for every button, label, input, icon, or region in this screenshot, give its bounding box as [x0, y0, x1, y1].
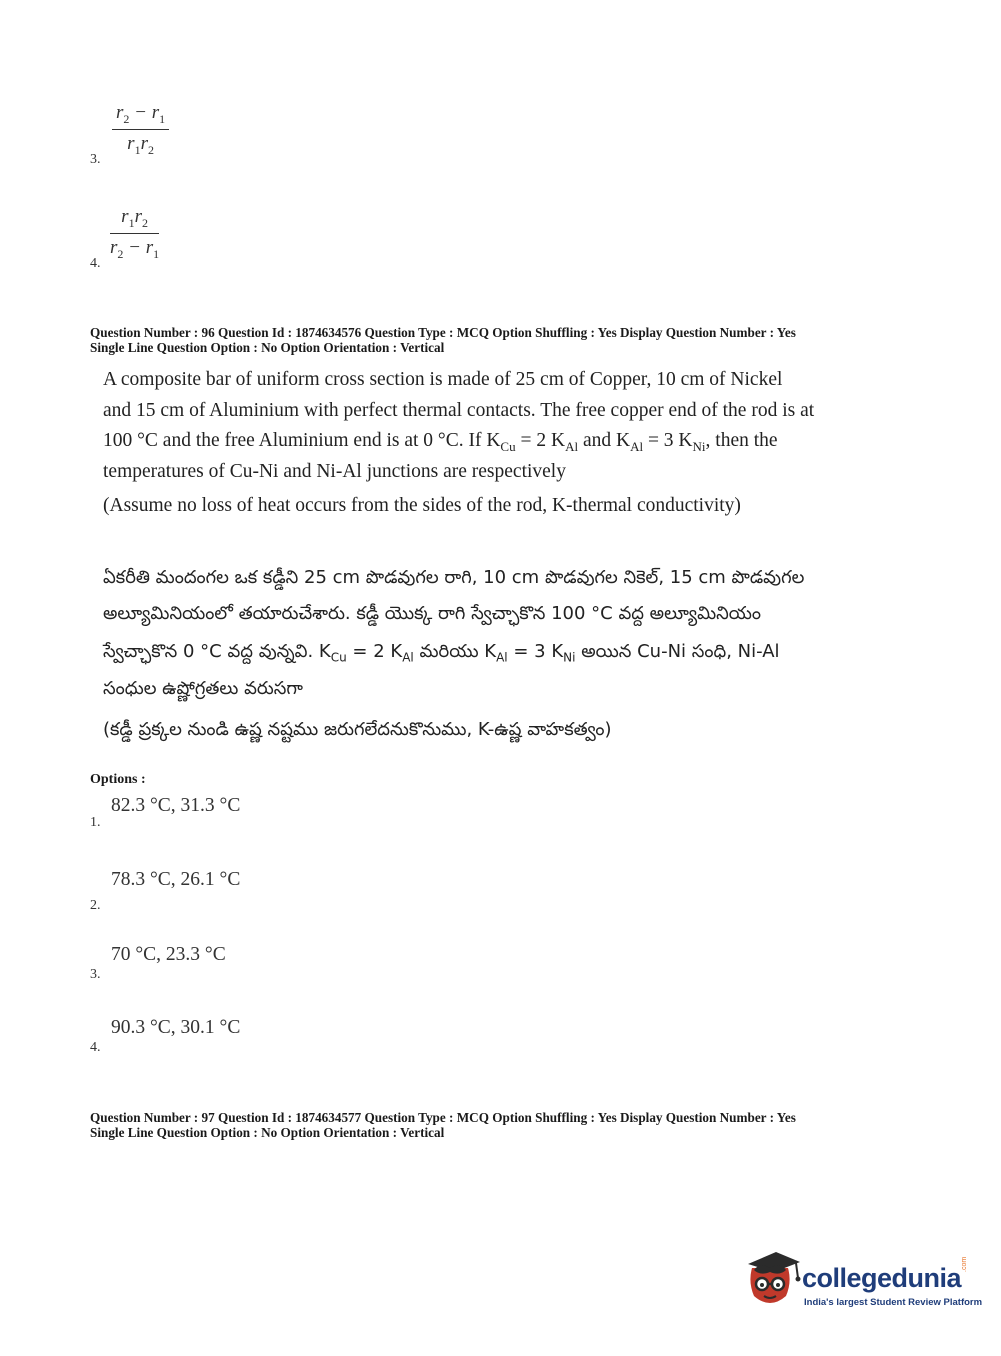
q96-te-line3: స్వేచ్ఛాకొన 0 °C వద్ద వున్నవి. $K_{Cu} = 2$ $K_{Al}$ మరియు $K_{Al} = 3$ $K_{Ni}$ అయిన Cu-Ni సంధి, Ni-Al: [103, 641, 780, 665]
q96-te-line1: ఏకరీతి మందంగల ఒక కడ్డీని 25 cm పొడవుగల రాగి, 10 cm పొడవుగల నికెల్, 15 cm పొడవుగల: [103, 567, 805, 588]
q96-option-3-value: 70 °C, 23.3 °C: [111, 944, 226, 965]
q96-option-3-number: 3.: [90, 967, 101, 982]
fraction-denominator: $r_1r_2$: [127, 132, 154, 157]
q96-te-line4: సంధుల ఉష్ణోగ్రతలు వరుసగా: [103, 678, 303, 699]
q97-meta-line2: Single Line Question Option : No Option Orientation : Vertical: [90, 1125, 445, 1140]
logo-com: .com: [961, 1256, 968, 1272]
prev-option-3-fraction: [112, 102, 169, 158]
q96-en-line4: temperatures of Cu-Ni and Ni-Al junctions are respectively: [103, 461, 566, 482]
fraction-denominator: $r_2 - r_1$: [110, 236, 160, 261]
q96-te-line5: (కడ్డీ ప్రక్కల నుండి ఉష్ణ నష్టము జరుగలేదనుకొనుము, K-ఉష్ణ వాహకత్వం): [103, 719, 612, 740]
q96-en-line5: (Assume no loss of heat occurs from the sides of the rod, K-thermal conductivity): [103, 495, 741, 516]
q96-en-line3: 100 °C and the free Aluminium end is at 0 °C. If $K_{Cu} = 2$ $K_{Al}$ and $K_{Al} = 3$ $K_{Ni}$, then the: [103, 430, 778, 454]
prev-option-4-fraction: [110, 206, 159, 262]
q97-meta-line1: Question Number : 97 Question Id : 1874634577 Question Type : MCQ Option Shuffling : Yes Display Question Number : Yes: [90, 1110, 796, 1125]
q96-option-2-value: 78.3 °C, 26.1 °C: [111, 869, 241, 890]
logo-wordmark: collegedunia: [802, 1263, 962, 1293]
q96-option-4-number: 4.: [90, 1040, 101, 1055]
q96-te-line2: అల్యూమినియంలో తయారుచేశారు. కడ్డీ యొక్క రాగి స్వేచ్ఛాకొన 100 °C వద్ద అల్యూమినియం: [103, 603, 762, 624]
q96-meta-line1: Question Number : 96 Question Id : 1874634576 Question Type : MCQ Option Shuffling : Yes Display Question Number : Yes: [90, 325, 796, 340]
options-label: Options :: [90, 772, 146, 787]
logo-tagline: India's largest Student Review Platform: [804, 1297, 983, 1308]
q96-option-4-value: 90.3 °C, 30.1 °C: [111, 1017, 241, 1038]
q96-en-line2: and 15 cm of Aluminium with perfect thermal contacts. The free copper end of the rod is at: [103, 400, 815, 421]
prev-option-4-number: 4.: [90, 256, 101, 271]
fraction-numerator: $r_2 - r_1$: [112, 102, 169, 130]
q96-option-2-number: 2.: [90, 898, 101, 913]
q96-option-1-value: 82.3 °C, 31.3 °C: [111, 795, 241, 816]
prev-option-3-number: 3.: [90, 152, 101, 167]
mascot-icon: [740, 1248, 802, 1312]
q96-meta-line2: Single Line Question Option : No Option Orientation : Vertical: [90, 340, 445, 355]
q96-option-1-number: 1.: [90, 815, 101, 830]
q96-en-line1: A composite bar of uniform cross section is made of 25 cm of Copper, 10 cm of Nickel: [103, 369, 783, 390]
fraction-numerator: $r_1r_2$: [110, 206, 159, 234]
